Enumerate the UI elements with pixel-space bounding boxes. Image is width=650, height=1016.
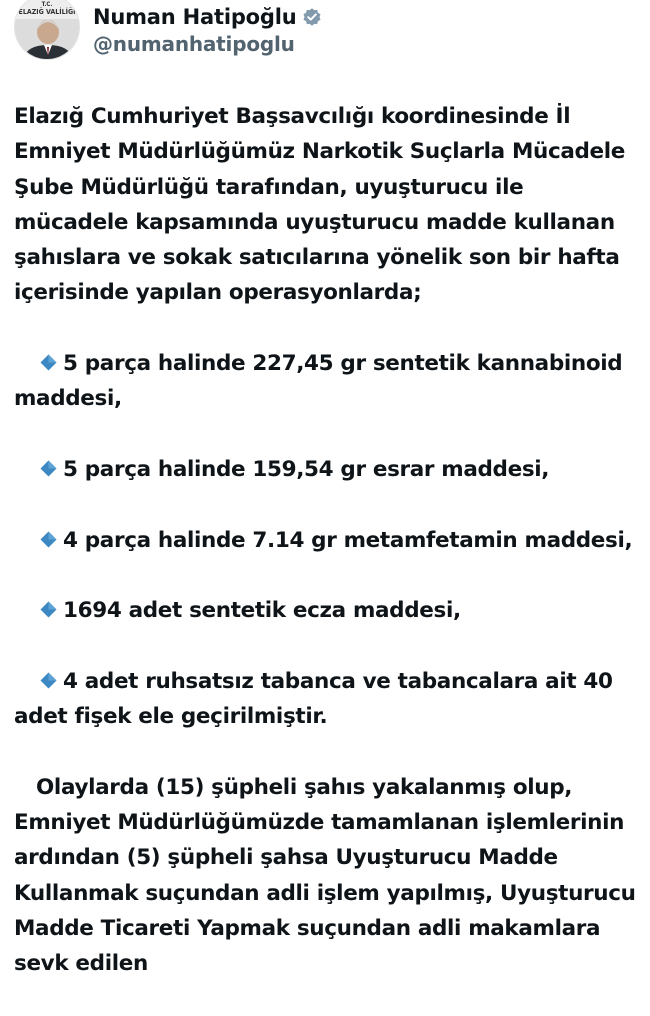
avatar-logo-small-text: T.C. bbox=[41, 1, 53, 8]
tweet-text bbox=[14, 99, 643, 981]
name-row bbox=[93, 3, 323, 31]
tweet-list-item bbox=[14, 346, 640, 417]
avatar-logo-text: ELAZIĞ VALİLİĞİ bbox=[18, 8, 76, 16]
tweet-list-item-text: 4 parça halinde 7.14 gr metamfetamin maddesi, bbox=[63, 527, 633, 553]
tweet-outro-paragraph: Olaylarda (15) şüpheli şahıs yakalanmış olup, Emniyet Müdürlüğümüzde tamamlanan işlemlerinin ardından (5) şüpheli şahsa Uyuşturucu Madde Kullanmak suçundan adli işlem yapılmış, Uyuşturucu Madde Ticareti Yapmak suçundan adli makamlara sevk edilen bbox=[14, 774, 643, 977]
tweet-intro-paragraph: Elazığ Cumhuriyet Başsavcılığı koordinesinde İl Emniyet Müdürlüğümüz Narkotik Suçlarla Mücadele Şube Müdürlüğü tarafından, uyuşturucu ile mücadele kapsamında uyuşturucu madde kullanan şahıslara ve sokak satıcılarına yönelik son bir hafta içerisinde yapılan operasyonlarda; bbox=[14, 104, 633, 306]
tweet-list-item-text: 5 parça halinde 227,45 gr sentetik kannabinoid maddesi, bbox=[14, 351, 630, 412]
tweet-list-item-text: 5 parça halinde 159,54 gr esrar maddesi, bbox=[63, 456, 550, 482]
tweet-list-item bbox=[14, 593, 640, 628]
avatar[interactable] bbox=[14, 0, 80, 60]
tweet-header bbox=[0, 0, 650, 70]
blue-diamond-icon bbox=[40, 601, 57, 618]
tweet-list-item-text: 4 adet ruhsatsız tabanca ve tabancalara ait 40 adet fişek ele geçirilmiştir. bbox=[14, 668, 620, 730]
tweet-list-item bbox=[14, 664, 640, 735]
verified-badge-icon bbox=[301, 6, 323, 28]
blue-diamond-icon bbox=[40, 354, 57, 371]
blue-diamond-icon bbox=[40, 460, 57, 477]
blue-diamond-icon bbox=[40, 531, 57, 548]
tweet-list-item bbox=[14, 452, 640, 487]
tweet-list-item-text: 1694 adet sentetik ecza maddesi, bbox=[63, 598, 461, 624]
blue-diamond-icon bbox=[40, 672, 57, 689]
display-name[interactable]: Numan Hatipoğlu bbox=[93, 5, 297, 29]
tweet-list-item bbox=[14, 523, 640, 558]
user-handle[interactable]: @numanhatipoglu bbox=[93, 32, 295, 56]
